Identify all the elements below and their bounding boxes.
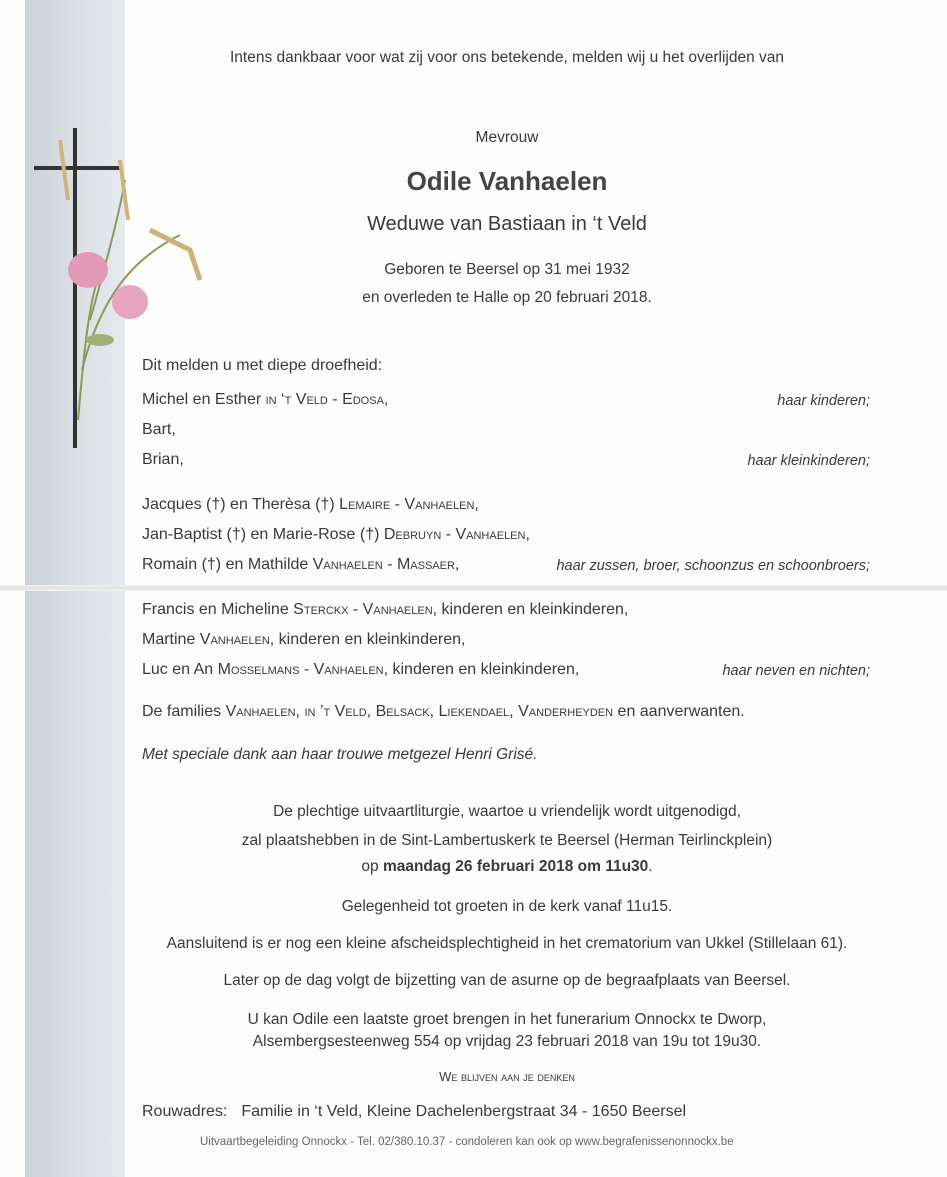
greeting-time: Gelegenheid tot groeten in de kerk vanaf 11u15. [341, 898, 673, 915]
surname: Vanhaelen [199, 631, 270, 648]
title: Mevrouw [475, 129, 539, 146]
family-line [142, 390, 388, 410]
address-line [142, 1102, 686, 1122]
surname: Debruyn - Vanhaelen [383, 526, 526, 543]
funerarium-2: Alsembergsesteenweg 554 op vrijdag 23 februari 2018 van 19u tot 19u30. [252, 1033, 762, 1050]
descendants: , kinderen en kleinkinderen, [269, 631, 466, 648]
announce: Dit melden u met diepe droefheid: [142, 357, 383, 374]
funerarium-1: U kan Odile een laatste groet brengen in het funerarium Onnockx te Dworp, [247, 1011, 767, 1028]
family-line [142, 630, 465, 650]
cremation: Aansluitend is er nog een kleine afscheidsplechtigheid in het crematorium van Ukkel (Stillelaan 61). [166, 935, 848, 952]
families-line [142, 702, 745, 722]
text: De families [142, 703, 226, 720]
surname: Sterckx - Vanhaelen [293, 601, 433, 618]
names: Jacques (†) en Therèsa (†) [142, 496, 340, 513]
surname: in ‘t Veld - Edosa [265, 391, 384, 408]
comma: , [383, 391, 389, 408]
names: Francis en Micheline [142, 601, 294, 618]
family-line: Brian, [142, 451, 184, 468]
widow-of: Weduwe van Bastiaan in ‘t Veld [367, 213, 647, 235]
comma: , [474, 496, 479, 513]
names: Jan-Baptist (†) en Marie-Rose (†) [142, 526, 384, 543]
family-line [142, 600, 628, 620]
relation-label: haar neven en nichten; [722, 663, 870, 679]
names: Romain (†) en Mathilde [142, 556, 313, 573]
comma: , [525, 526, 530, 543]
relation-label: haar kinderen; [777, 393, 870, 409]
motto: We blijven aan je denken [439, 1069, 575, 1084]
names: Michel en Esther [142, 391, 266, 408]
service-line-1: De plechtige uitvaartliturgie, waartoe u vriendelijk wordt uitgenodigd, [273, 803, 741, 820]
burial: Later op de dag volgt de bijzetting van de asurne op de begraafplaats van Beersel. [223, 972, 791, 989]
surname: Lemaire - Vanhaelen [339, 496, 475, 513]
family-line [142, 525, 530, 545]
text: op [361, 858, 383, 875]
family-line: Bart, [142, 421, 176, 438]
died: en overleden te Halle op 20 februari 2018. [362, 289, 652, 306]
descendants: , kinderen en kleinkinderen, [383, 661, 580, 678]
descendants: , kinderen en kleinkinderen, [432, 601, 629, 618]
relation-label: haar zussen, broer, schoonzus en schoonbroers; [556, 558, 870, 574]
relation-label: haar kleinkinderen; [747, 453, 870, 469]
address-label: Rouwadres: [142, 1103, 228, 1120]
surname: Vanhaelen - Massaer [312, 556, 455, 573]
footer: Uitvaartbegeleiding Onnockx - Tel. 02/380.10.37 - condoleren kan ook op www.begrafenissenonnockx.be [200, 1136, 734, 1148]
family-line [142, 555, 459, 575]
family-line [142, 660, 579, 680]
address: Familie in ‘t Veld, Kleine Dachelenbergstraat 34 - 1650 Beersel [241, 1103, 687, 1120]
service-date: maandag 26 februari 2018 om 11u30 [382, 858, 649, 875]
born: Geboren te Beersel op 31 mei 1932 [384, 261, 630, 278]
intro-text: Intens dankbaar voor wat zij voor ons betekende, melden wij u het overlijden van [229, 49, 785, 66]
text: en aanverwanten. [613, 703, 745, 720]
surname: Mosselmans - Vanhaelen [217, 661, 384, 678]
fold-line [0, 585, 947, 591]
family-line [142, 495, 479, 515]
text: . [648, 858, 653, 875]
service-line-2: zal plaatshebben in de Sint-Lambertuskerk te Beersel (Herman Teirlinckplein) [241, 832, 773, 849]
special-thanks: Met speciale dank aan haar trouwe metgezel Henri Grisé. [142, 746, 538, 763]
deceased-name: Odile Vanhaelen [406, 166, 608, 196]
names: Luc en An [142, 661, 218, 678]
comma: , [454, 556, 460, 573]
surnames: Vanhaelen, in ’t Veld, Belsack, Liekendael, Vanderheyden [225, 703, 614, 720]
names: Martine [142, 631, 200, 648]
service-line-3 [0, 857, 947, 877]
